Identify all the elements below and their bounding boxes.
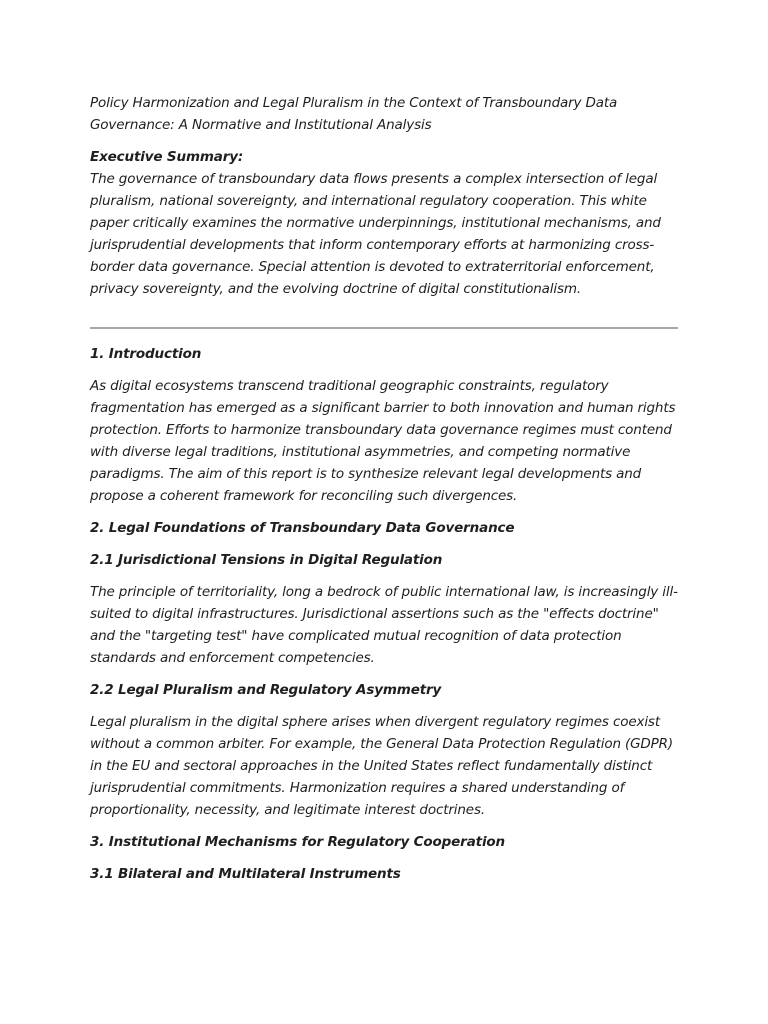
section-jurisdictional-tensions — [90, 549, 680, 669]
section-introduction — [90, 343, 680, 507]
executive-summary — [90, 146, 680, 300]
subsection-heading: 2.1 Jurisdictional Tensions in Digital Regulation — [90, 552, 443, 568]
section-bilateral-instruments — [90, 863, 680, 885]
section-divider — [90, 327, 678, 329]
section-heading: 3. Institutional Mechanisms for Regulatory Cooperation — [90, 834, 506, 850]
section-legal-foundations — [90, 517, 680, 539]
subsection-heading: 3.1 Bilateral and Multilateral Instruments — [90, 866, 401, 882]
executive-summary-body: The governance of transboundary data flows presents a complex intersection of legal pluralism, national sovereignty, and international regulatory cooperation. This white paper critically examines the normative underpinnings, institutional mechanisms, and jurisprudential developments that inform contemporary efforts at harmonizing cross-border data governance. Special attention is devoted to extraterritorial enforcement, privacy sovereignty, and the evolving doctrine of digital constitutionalism. — [90, 171, 661, 297]
subsection-body: Legal pluralism in the digital sphere arises when divergent regulatory regimes coexist without a common arbiter. For example, the General Data Protection Regulation (GDPR) in the EU and sectoral approaches in the United States reflect fundamentally distinct jurisprudential commitments. Harmonization requires a shared understanding of proportionality, necessity, and legitimate interest doctrines. — [90, 714, 674, 818]
section-heading: 2. Legal Foundations of Transboundary Data Governance — [90, 520, 515, 536]
document-title: Policy Harmonization and Legal Pluralism in the Context of Transboundary Data Governance: A Normative and Institutional Analysis — [90, 95, 618, 133]
document-page — [90, 92, 680, 895]
section-body: As digital ecosystems transcend traditional geographic constraints, regulatory fragmentation has emerged as a significant barrier to both innovation and human rights protection. Efforts to harmonize transboundary data governance regimes must contend with diverse legal traditions, institutional asymmetries, and competing normative paradigms. The aim of this report is to synthesize relevant legal developments and propose a coherent framework for reconciling such divergences. — [90, 378, 676, 504]
executive-summary-heading: Executive Summary: — [90, 149, 244, 165]
section-institutional-mechanisms — [90, 831, 680, 853]
section-legal-pluralism — [90, 679, 680, 821]
subsection-heading: 2.2 Legal Pluralism and Regulatory Asymmetry — [90, 682, 442, 698]
section-heading: 1. Introduction — [90, 346, 202, 362]
subsection-body: The principle of territoriality, long a bedrock of public international law, is increasingly ill-suited to digital infrastructures. Jurisdictional assertions such as the "effects doctrine" and the "targeting test" have complicated mutual recognition of data protection standards and enforcement competencies. — [90, 584, 678, 666]
